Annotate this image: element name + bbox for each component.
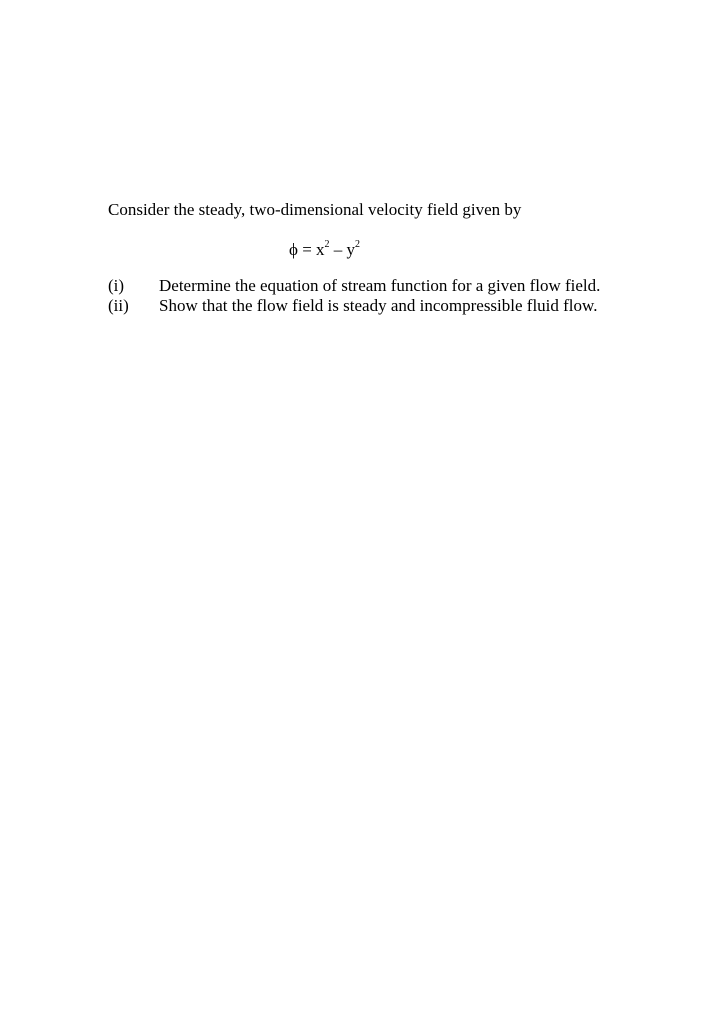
- question-text: Show that the flow field is steady and incompressible fluid flow.: [159, 296, 598, 315]
- question-text: Determine the equation of stream function for a given flow field.: [159, 276, 601, 295]
- equation-middle: – y: [329, 240, 356, 259]
- question-number: (ii): [108, 296, 129, 315]
- equation-lhs: ϕ = x: [289, 240, 325, 259]
- potential-equation: [289, 240, 360, 260]
- equation-exponent-x: 2: [324, 239, 330, 251]
- question-number: (i): [108, 276, 125, 295]
- intro-text: Consider the steady, two-dimensional velocity field given by: [108, 200, 522, 219]
- equation-exponent-y: 2: [355, 239, 361, 251]
